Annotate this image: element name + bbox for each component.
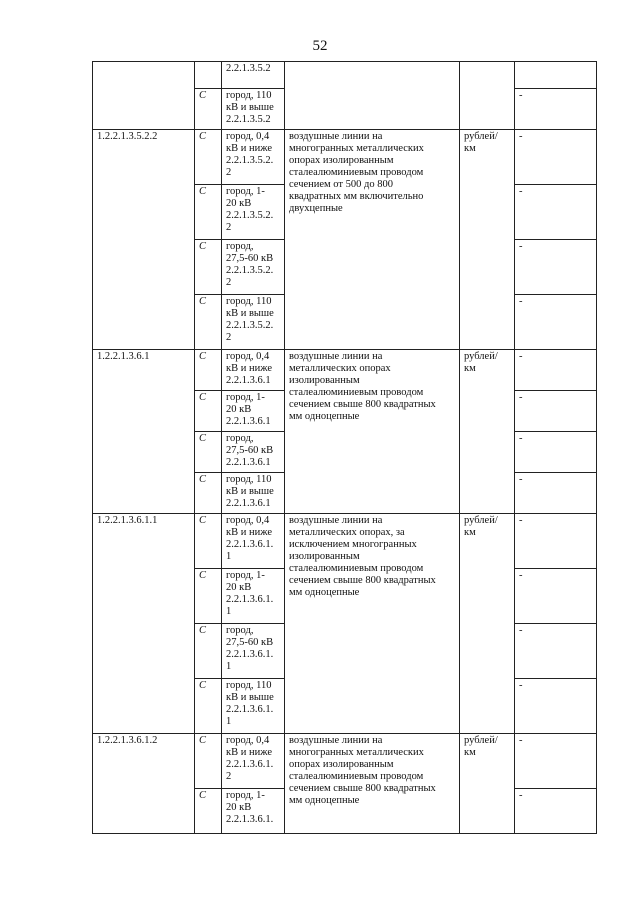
value-cell <box>515 295 597 350</box>
value-cell <box>515 473 597 514</box>
code-cell <box>93 734 195 834</box>
category-cell-text: С <box>199 474 207 485</box>
category-cell-text: С <box>199 392 207 403</box>
table-row <box>93 62 597 89</box>
category-cell <box>195 569 222 624</box>
value-cell <box>515 240 597 295</box>
description-cell <box>285 62 460 130</box>
description-cell <box>285 734 460 834</box>
table-row <box>93 514 597 569</box>
location-cell <box>222 240 285 295</box>
category-cell-text: С <box>199 241 207 252</box>
unit-cell-text: рублей/ км <box>464 351 498 374</box>
location-cell <box>222 295 285 350</box>
table-row <box>93 350 597 391</box>
value-cell <box>515 350 597 391</box>
value-cell-text: - <box>519 296 523 307</box>
value-cell <box>515 89 597 130</box>
table-row <box>93 734 597 789</box>
value-cell <box>515 130 597 185</box>
category-cell <box>195 514 222 569</box>
value-cell-text: - <box>519 570 523 581</box>
description-cell-text: воздушные линии на металлических опорах изолированным сталеалюминиевым проводом сечением свыше 800 квадратных мм одноцепные <box>289 351 436 422</box>
location-cell-text: город, 110 кВ и выше 2.2.1.3.6.1 <box>226 474 274 509</box>
description-cell-text: воздушные линии на металлических опорах, за исключением многогранных изолированным сталеалюминиевым проводом сечением свыше 800 квадратных мм одноцепные <box>289 515 436 598</box>
value-cell-text: - <box>519 186 523 197</box>
location-cell <box>222 89 285 130</box>
location-cell-text: город, 0,4 кВ и ниже 2.2.1.3.6.1 <box>226 351 272 386</box>
category-cell <box>195 679 222 734</box>
category-cell <box>195 130 222 185</box>
code-cell <box>93 514 195 734</box>
value-cell <box>515 185 597 240</box>
value-cell-text: - <box>519 515 523 526</box>
category-cell <box>195 295 222 350</box>
location-cell <box>222 130 285 185</box>
location-cell-text: город, 0,4 кВ и ниже 2.2.1.3.6.1. 1 <box>226 515 274 562</box>
value-cell-text: - <box>519 625 523 636</box>
category-cell <box>195 734 222 789</box>
page-number: 52 <box>312 38 328 54</box>
unit-cell <box>460 734 515 834</box>
value-cell-text: - <box>519 351 523 362</box>
description-cell <box>285 350 460 514</box>
code-cell <box>93 350 195 514</box>
location-cell <box>222 789 285 834</box>
value-cell <box>515 514 597 569</box>
value-cell <box>515 62 597 89</box>
category-cell <box>195 185 222 240</box>
category-cell-text: С <box>199 735 207 746</box>
category-cell-text: С <box>199 625 207 636</box>
category-cell-text: С <box>199 351 207 362</box>
value-cell <box>515 391 597 432</box>
category-cell-text: С <box>199 790 207 801</box>
location-cell <box>222 350 285 391</box>
location-cell-text: 2.2.1.3.5.2 <box>226 63 271 74</box>
description-cell-text: воздушные линии на многогранных металлических опорах изолированным сталеалюминиевым проводом сечением от 500 до 800 квадратных мм включительно двухцепные <box>289 131 424 214</box>
code-cell-text: 1.2.2.1.3.6.1.1 <box>97 515 158 526</box>
location-cell <box>222 391 285 432</box>
description-cell-text: воздушные линии на многогранных металлических опорах изолированным сталеалюминиевым проводом сечением свыше 800 квадратных мм одноцепные <box>289 735 436 806</box>
description-cell <box>285 130 460 350</box>
unit-cell <box>460 130 515 350</box>
category-cell-text: С <box>199 680 207 691</box>
value-cell-text: - <box>519 131 523 142</box>
location-cell <box>222 514 285 569</box>
value-cell-text: - <box>519 680 523 691</box>
category-cell <box>195 89 222 130</box>
description-cell <box>285 514 460 734</box>
category-cell-text: С <box>199 90 207 101</box>
location-cell-text: город, 1- 20 кВ 2.2.1.3.6.1 <box>226 392 271 427</box>
value-cell-text: - <box>519 90 523 101</box>
value-cell <box>515 734 597 789</box>
category-cell-text: С <box>199 570 207 581</box>
code-cell-text: 1.2.2.1.3.6.1 <box>97 351 150 362</box>
category-cell-text: С <box>199 186 207 197</box>
category-cell <box>195 240 222 295</box>
category-cell <box>195 432 222 473</box>
location-cell-text: город, 1- 20 кВ 2.2.1.3.5.2. 2 <box>226 186 274 233</box>
unit-cell-text: рублей/ км <box>464 515 498 538</box>
value-cell <box>515 624 597 679</box>
category-cell-text: С <box>199 131 207 142</box>
category-cell <box>195 391 222 432</box>
location-cell-text: город, 1- 20 кВ 2.2.1.3.6.1. <box>226 790 274 825</box>
location-cell-text: город, 1- 20 кВ 2.2.1.3.6.1. 1 <box>226 570 274 617</box>
location-cell-text: город, 0,4 кВ и ниже 2.2.1.3.5.2. 2 <box>226 131 274 178</box>
location-cell-text: город, 27,5-60 кВ 2.2.1.3.6.1. 1 <box>226 625 274 672</box>
location-cell <box>222 734 285 789</box>
category-cell <box>195 473 222 514</box>
category-cell <box>195 62 222 89</box>
location-cell-text: город, 110 кВ и выше 2.2.1.3.5.2. 2 <box>226 296 274 343</box>
location-cell-text: город, 110 кВ и выше 2.2.1.3.5.2 <box>226 90 274 125</box>
value-cell <box>515 569 597 624</box>
category-cell <box>195 350 222 391</box>
location-cell <box>222 624 285 679</box>
value-cell-text: - <box>519 433 523 444</box>
location-cell-text: город, 27,5-60 кВ 2.2.1.3.5.2. 2 <box>226 241 274 288</box>
value-cell-text: - <box>519 790 523 801</box>
unit-cell-text: рублей/ км <box>464 735 498 758</box>
value-cell <box>515 432 597 473</box>
unit-cell <box>460 62 515 130</box>
table-row <box>93 130 597 185</box>
unit-cell-text: рублей/ км <box>464 131 498 154</box>
tariff-table <box>92 61 597 834</box>
category-cell <box>195 624 222 679</box>
category-cell-text: С <box>199 296 207 307</box>
location-cell <box>222 185 285 240</box>
location-cell <box>222 432 285 473</box>
value-cell-text: - <box>519 241 523 252</box>
category-cell-text: С <box>199 515 207 526</box>
location-cell <box>222 569 285 624</box>
code-cell <box>93 130 195 350</box>
value-cell <box>515 789 597 834</box>
location-cell-text: город, 27,5-60 кВ 2.2.1.3.6.1 <box>226 433 274 468</box>
location-cell-text: город, 0,4 кВ и ниже 2.2.1.3.6.1. 2 <box>226 735 274 782</box>
unit-cell <box>460 514 515 734</box>
value-cell-text: - <box>519 392 523 403</box>
category-cell <box>195 789 222 834</box>
category-cell-text: С <box>199 433 207 444</box>
location-cell-text: город, 110 кВ и выше 2.2.1.3.6.1. 1 <box>226 680 274 727</box>
value-cell <box>515 679 597 734</box>
location-cell <box>222 473 285 514</box>
value-cell-text: - <box>519 474 523 485</box>
value-cell-text: - <box>519 735 523 746</box>
location-cell <box>222 62 285 89</box>
code-cell-text: 1.2.2.1.3.6.1.2 <box>97 735 158 746</box>
code-cell-text: 1.2.2.1.3.5.2.2 <box>97 131 158 142</box>
location-cell <box>222 679 285 734</box>
code-cell <box>93 62 195 130</box>
unit-cell <box>460 350 515 514</box>
tariff-table-body <box>93 62 597 834</box>
